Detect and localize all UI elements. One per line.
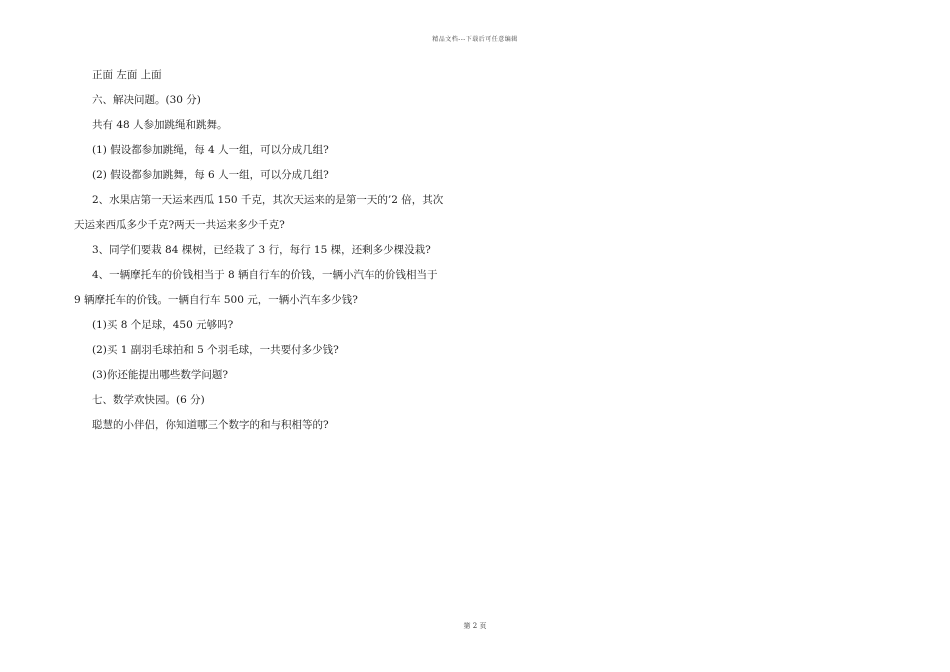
problem-1-intro: 共有 48 人参加跳绳和跳舞。 [92,119,228,131]
problem-4-line-2: 9 辆摩托车的价钱。一辆自行车 500 元，一辆小汽车多少钱? [74,294,358,306]
problem-4-part-1: (1)买 8 个足球，450 元够吗? [92,319,234,331]
page-number: 第 2 页 [463,622,487,630]
problem-4-part-2: (2)买 1 副羽毛球拍和 5 个羽毛球，一共要付多少钱? [92,344,339,356]
problem-1-part-2: (2) 假设都参加跳舞，每 6 人一组，可以分成几组? [92,169,329,181]
section-seven-question: 聪慧的小伴侣，你知道哪三个数字的和与积相等的? [92,419,329,431]
problem-1-part-1: (1) 假设都参加跳绳，每 4 人一组，可以分成几组? [92,144,329,156]
problem-2-line-2: 天运来西瓜多少千克?两天一共运来多少千克? [74,219,285,231]
section-seven-heading: 七、数学欢快园。(6 分) [92,394,205,406]
page-header: 精品文档---下载后可任意编辑 [432,36,518,43]
section-six-heading: 六、解决问题。(30 分) [92,94,201,106]
problem-2-line-1: 2、水果店第一天运来西瓜 150 千克，其次天运来的是第一天的’2 倍，其次 [92,194,444,206]
problem-3: 3、同学们要栽 84 棵树，已经栽了 3 行，每行 15 棵，还剩多少棵没栽? [92,244,431,256]
view-labels-line: 正面 左面 上面 [92,69,162,81]
problem-4-line-1: 4、一辆摩托车的价钱相当于 8 辆自行车的价钱，一辆小汽车的价钱相当于 [92,269,438,281]
problem-4-part-3: (3)你还能提出哪些数学问题? [92,369,229,381]
